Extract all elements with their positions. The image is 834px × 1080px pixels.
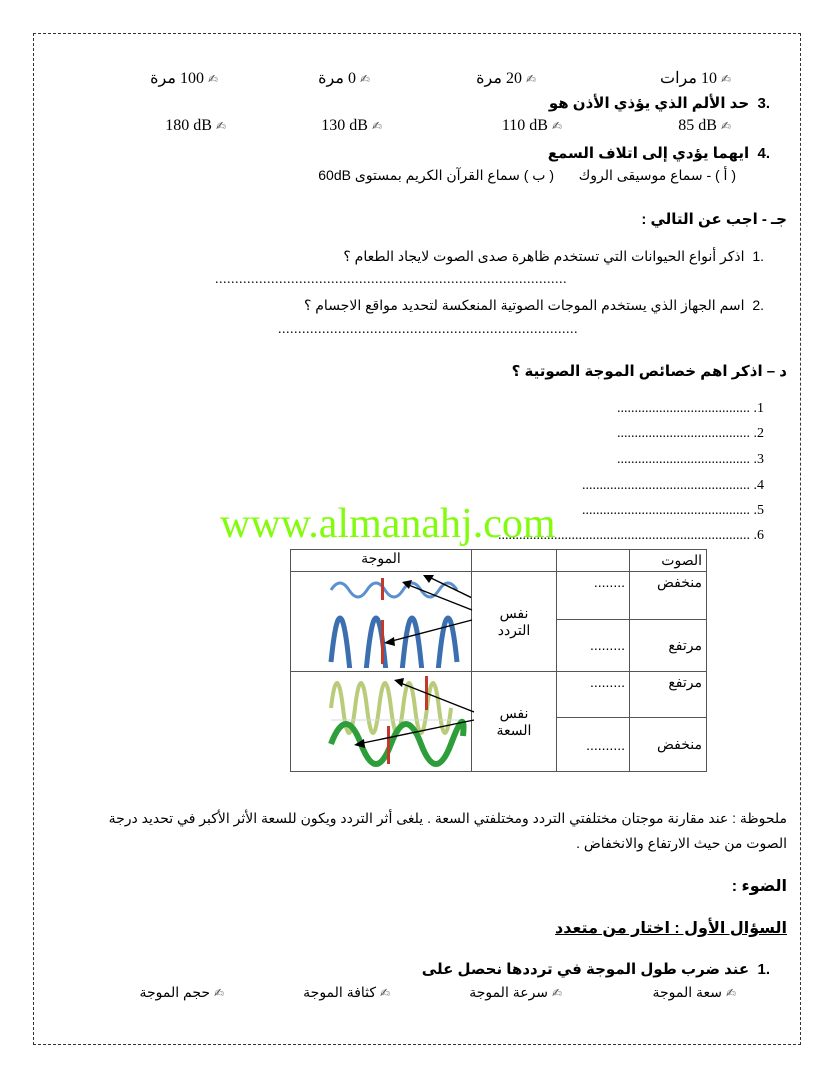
section-j-q2-answer[interactable]: ...........................................................................	[278, 322, 578, 337]
note-line-2: الصوت من حيث الارتفاع والانخفاض .	[576, 835, 787, 851]
pen-icon: ✍	[379, 986, 390, 1000]
blank-cell[interactable]: ........	[557, 572, 630, 620]
section-j-title: جـ - اجب عن التالي :	[641, 211, 787, 228]
blank-cell[interactable]: .........	[557, 619, 630, 671]
header-sound: الصوت	[630, 550, 707, 572]
q3-option-130db[interactable]: ✍ 130 dB	[321, 117, 382, 134]
option-wave-amplitude[interactable]: ✍ سعة الموجة	[652, 984, 736, 1000]
pen-icon: ✍	[213, 986, 224, 1000]
pen-icon: ✍	[725, 986, 736, 1000]
label-same-frequency: نفس التردد	[472, 572, 557, 672]
pen-icon: ✍	[371, 119, 382, 133]
section-j-q1: .1 اذكر أنواع الحيوانات التي تستخدم ظاهرة صدى الصوت لايجاد الطعام ؟	[343, 248, 764, 264]
q3-option-85db[interactable]: ✍ 85 dB	[678, 117, 731, 134]
red-marker	[381, 620, 384, 664]
section-d-item[interactable]: ........................................................................ .6	[498, 528, 764, 543]
pen-icon: ✍	[551, 986, 562, 1000]
light-question-1: .1 عند ضرب طول الموجة في ترددها نحصل على	[421, 961, 770, 978]
red-marker	[381, 578, 384, 600]
section-d-item[interactable]: ...................................... .1	[617, 401, 764, 416]
arrow-head-icon	[402, 580, 412, 589]
pen-icon: ✍	[551, 119, 562, 133]
question-3: .3 حد الألم الذي يؤذي الأذن هو	[548, 95, 770, 112]
section-d-item[interactable]: ...................................... .3	[617, 452, 764, 467]
wave-comparison-table	[290, 549, 707, 772]
watermark: www.almanahj.com	[220, 501, 556, 547]
label-same-amplitude: نفس السعة	[472, 672, 557, 772]
q3-option-180db[interactable]: ✍ 180 dB	[165, 117, 226, 134]
section-j-q1-answer[interactable]: ........................................................................................	[215, 272, 567, 287]
header-wave: الموجة	[291, 550, 472, 572]
section-j-q2: .2 اسم الجهاز الذي يستخدم الموجات الصوتية المنعكسة لتحديد مواقع الاجسام ؟	[303, 297, 764, 313]
light-section-title: الضوء :	[731, 878, 787, 895]
option-10-times[interactable]: ✍ 10 مرات	[660, 70, 731, 87]
section-d-title: د – اذكر اهم خصائص الموجة الصوتية ؟	[511, 363, 787, 380]
section-d-item[interactable]: ................................................ .5	[582, 503, 764, 518]
pen-icon: ✍	[215, 119, 226, 133]
option-wave-speed[interactable]: ✍ سرعة الموجة	[469, 984, 562, 1000]
blank-cell[interactable]: .........	[557, 672, 630, 718]
pen-icon: ✍	[720, 119, 731, 133]
option-20-times[interactable]: ✍ 20 مرة	[476, 70, 536, 87]
pen-icon: ✍	[525, 72, 536, 86]
section-d-item[interactable]: ................................................ .4	[582, 478, 764, 493]
first-question-title: السؤال الأول : اختار من متعدد	[555, 920, 787, 937]
blank-cell[interactable]: ..........	[557, 718, 630, 772]
sound-low: منخفض	[630, 718, 707, 772]
q3-option-110db[interactable]: ✍ 110 dB	[501, 117, 562, 134]
option-wave-volume[interactable]: ✍ حجم الموجة	[139, 984, 224, 1000]
sound-high: مرتفع	[630, 619, 707, 671]
section-d-item[interactable]: ...................................... .2	[617, 426, 764, 441]
note-line-1: ملحوظة : عند مقارنة موجتان مختلفتي التردد ومختلفتي السعة . يلغى أثر التردد ويكون للسعة الأثر الأكبر في تحديد درجة	[108, 810, 787, 826]
sound-low: منخفض	[630, 572, 707, 620]
question-4: .4 ايهما يؤدي إلى اتلاف السمع	[547, 145, 770, 162]
option-0-times[interactable]: ✍ 0 مرة	[318, 70, 370, 87]
sound-high: مرتفع	[630, 672, 707, 718]
option-100-times[interactable]: ✍ 100 مرة	[150, 70, 218, 87]
q4-option-b[interactable]: ( ب ) سماع القرآن الكريم بمستوى 60dB	[318, 167, 554, 183]
pen-icon: ✍	[720, 72, 731, 86]
option-wave-density[interactable]: ✍ كثافة الموجة	[303, 984, 390, 1000]
q4-option-a[interactable]: ( أ ) - سماع موسيقى الروك	[578, 167, 736, 183]
red-marker	[387, 726, 390, 764]
pen-icon: ✍	[359, 72, 370, 86]
pen-icon: ✍	[207, 72, 218, 86]
